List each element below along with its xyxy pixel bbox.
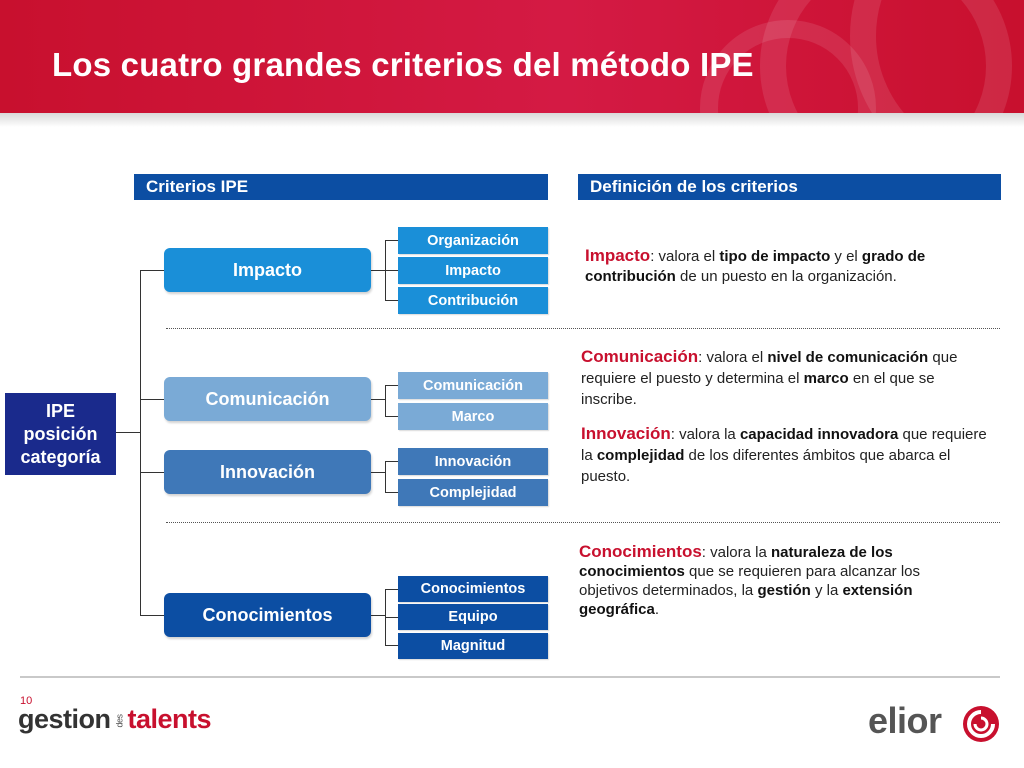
connector-conocimientos — [140, 615, 164, 616]
connector-conocimientos-sub1 — [385, 589, 398, 590]
subcriterion-organizacion: Organización — [398, 227, 548, 254]
connector-innovacion-out — [371, 472, 385, 473]
page-title: Los cuatro grandes criterios del método IPE — [52, 46, 754, 83]
definition-text: de los diferentes ámbitos que abarca el puesto. — [581, 447, 951, 485]
definition-bold: complejidad — [596, 447, 685, 464]
definition-text: : valora el — [650, 248, 720, 265]
connector-comunicacion — [140, 399, 164, 400]
connector-innovacion-sub2 — [385, 492, 398, 493]
connector-conocimientos-out — [371, 615, 385, 616]
subcriterion-equipo: Equipo — [398, 604, 548, 630]
definition-bold: grado de contribución — [585, 248, 926, 285]
definition-comunicacion-keyword: Comunicación — [581, 347, 699, 366]
definition-bold: capacidad innovadora — [739, 426, 899, 443]
separator-1 — [166, 328, 1000, 329]
subcriterion-impacto: Impacto — [398, 257, 548, 284]
root-line-3: categoría — [20, 446, 101, 467]
subcriterion-marco: Marco — [398, 403, 548, 430]
connector-comunicacion-sub1 — [385, 385, 398, 386]
page-number: 10 — [20, 695, 33, 707]
definition-text: que requiere la — [581, 426, 987, 464]
logo-part-gestion: gestion — [18, 704, 111, 734]
root-node-ipe — [5, 393, 116, 475]
definition-impacto — [585, 246, 985, 287]
banner-shadow — [0, 113, 1024, 127]
connector-impacto — [140, 270, 164, 271]
definition-text: : valora la — [701, 544, 771, 561]
connector-comunicacion-bracket — [385, 385, 386, 417]
definition-bold: tipo de impacto — [719, 248, 831, 265]
logo-part-des: des — [114, 714, 125, 728]
connector-conocimientos-sub2 — [385, 617, 398, 618]
definition-impacto-keyword: Impacto — [585, 246, 651, 265]
definition-bold: naturaleza de los conocimientos — [579, 544, 893, 580]
criterion-conocimientos: Conocimientos — [164, 593, 371, 637]
definition-text: : valora la — [670, 426, 740, 443]
definition-text: en el que se inscribe. — [581, 370, 935, 408]
definition-bold: extensión geográfica — [579, 582, 913, 618]
definition-text: que requiere el puesto y determina el — [581, 349, 958, 387]
definition-bold: nivel de comunicación — [767, 349, 929, 366]
connector-impacto-out — [371, 270, 385, 271]
subcriterion-complejidad: Complejidad — [398, 479, 548, 506]
criterion-innovacion: Innovación — [164, 450, 371, 494]
definition-text: : valora el — [698, 349, 768, 366]
connector-innovacion-sub1 — [385, 461, 398, 462]
subcriterion-contribucion: Contribución — [398, 287, 548, 314]
column-header-criterios: Criterios IPE — [134, 174, 548, 200]
definition-innovacion-keyword: Innovación — [581, 424, 671, 443]
gestion-des-talents-logo — [18, 704, 211, 735]
root-line-1: IPE — [45, 400, 75, 421]
connector-root — [116, 432, 140, 433]
root-line-2: posición — [23, 423, 98, 444]
definition-text: que se requieren para alcanzar los objetivos determinados, la — [579, 563, 921, 599]
elior-logo-text: elior — [868, 700, 942, 741]
definition-conocimientos-keyword: Conocimientos — [579, 542, 702, 561]
definition-conocimientos — [579, 542, 979, 619]
connector-trunk — [140, 270, 141, 616]
column-header-definicion: Definición de los criterios — [578, 174, 1001, 200]
connector-impacto-sub1 — [385, 240, 398, 241]
definition-innovacion — [581, 423, 991, 487]
definition-bold: gestión — [757, 582, 811, 599]
criterion-impacto: Impacto — [164, 248, 371, 292]
definition-text: de un puesto en la organización. — [675, 268, 897, 285]
connector-comunicacion-out — [371, 399, 385, 400]
subcriterion-comunicacion: Comunicación — [398, 372, 548, 399]
connector-comunicacion-sub2 — [385, 416, 398, 417]
connector-impacto-sub3 — [385, 300, 398, 301]
separator-2 — [166, 522, 1000, 523]
subcriterion-magnitud: Magnitud — [398, 633, 548, 659]
connector-impacto-sub2 — [385, 270, 398, 271]
elior-swirl-icon — [961, 704, 1001, 744]
definition-comunicacion — [581, 346, 991, 410]
criterion-comunicacion: Comunicación — [164, 377, 371, 421]
footer-divider — [20, 676, 1000, 678]
definition-text: y la — [810, 582, 843, 599]
logo-part-talents: talents — [127, 704, 212, 734]
connector-innovacion — [140, 472, 164, 473]
subcriterion-innovacion: Innovación — [398, 448, 548, 475]
definition-bold: marco — [803, 370, 849, 387]
definition-text: . — [654, 601, 660, 618]
subcriterion-conocimientos: Conocimientos — [398, 576, 548, 602]
connector-innovacion-bracket — [385, 461, 386, 493]
connector-conocimientos-sub3 — [385, 645, 398, 646]
definition-text: y el — [830, 248, 862, 265]
